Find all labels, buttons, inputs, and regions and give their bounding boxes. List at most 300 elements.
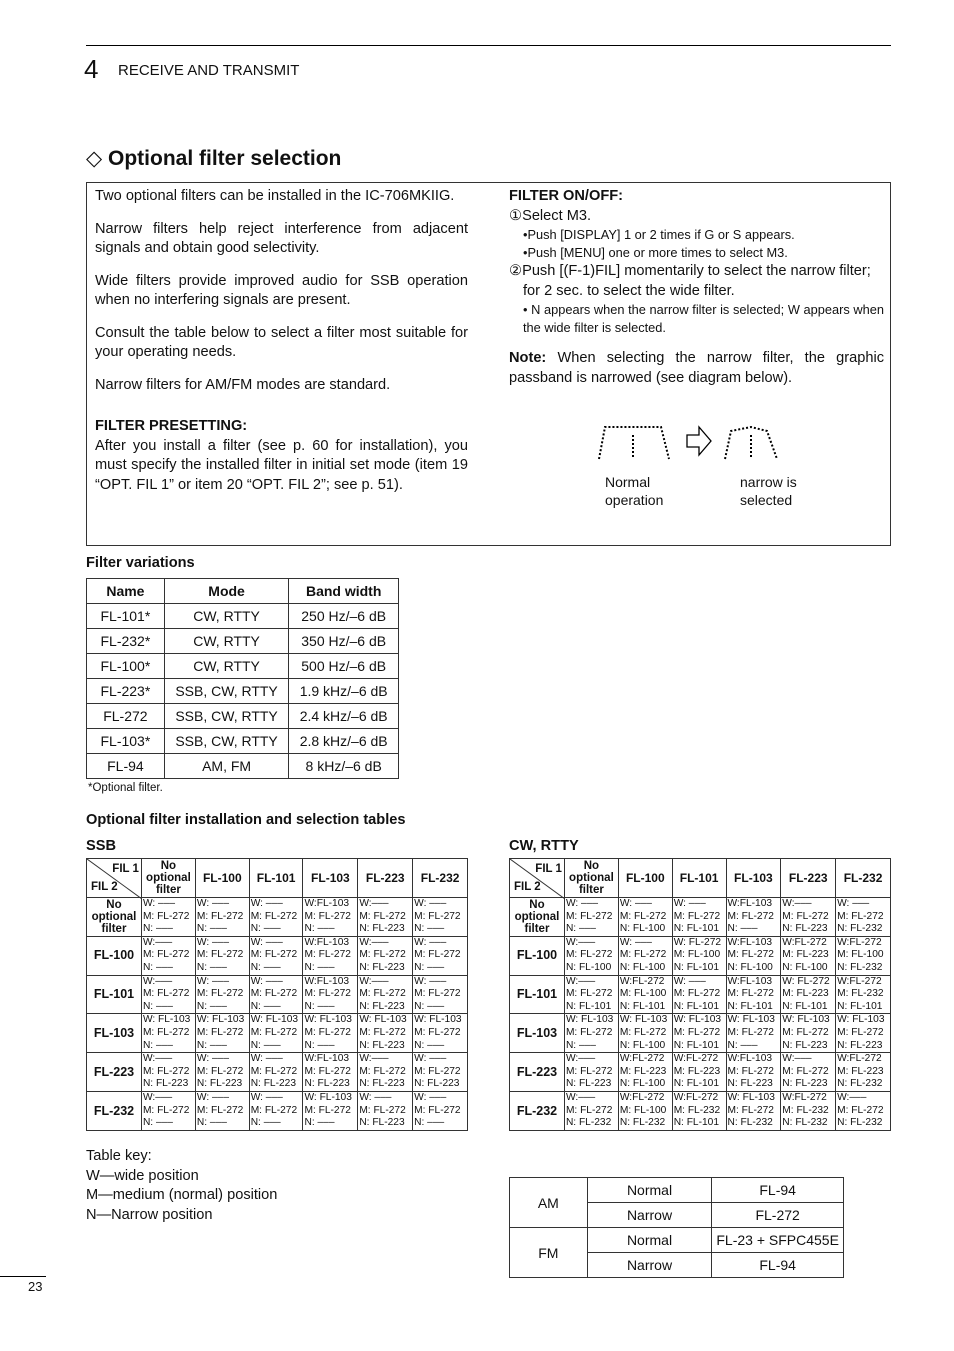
row-header: No optional filter bbox=[510, 898, 565, 937]
table-cell bbox=[141, 898, 195, 937]
cell-line: N: ––– bbox=[142, 1117, 173, 1129]
corner-cell bbox=[87, 859, 142, 898]
cell-line: M: FL-272 bbox=[304, 1104, 351, 1116]
col-header: FL-103 bbox=[726, 859, 781, 898]
cell-line: W: ––– bbox=[250, 1091, 283, 1103]
step-1: ①Select M3. bbox=[509, 207, 592, 224]
row-header: FL-232 bbox=[87, 1091, 142, 1130]
table-row bbox=[510, 1014, 891, 1053]
cell-line: N: FL-223 bbox=[359, 961, 405, 973]
table-cell bbox=[141, 975, 195, 1014]
cell-line: W: ––– bbox=[196, 898, 229, 909]
cell-line: M: FL-232 bbox=[837, 988, 884, 1000]
right-column bbox=[509, 187, 884, 508]
table-row bbox=[510, 1178, 844, 1203]
cell-line: W: FL-272 bbox=[673, 936, 722, 948]
table-cell bbox=[249, 898, 303, 937]
cell-line: N: ––– bbox=[727, 1039, 758, 1051]
step-1-bullet: •Push [MENU] one or more times to select M3. bbox=[523, 245, 788, 260]
cell-line: N: FL-100 bbox=[619, 961, 666, 973]
table-header-row bbox=[510, 859, 891, 898]
cell-line: W:––– bbox=[565, 1053, 596, 1065]
cell-line: N: ––– bbox=[196, 1039, 227, 1051]
cell-line: M: FL-272 bbox=[250, 1065, 298, 1077]
cell-line: M: FL-272 bbox=[304, 1065, 351, 1077]
col-header: Mode bbox=[164, 579, 289, 604]
table-cell bbox=[726, 1091, 781, 1130]
cell-line: W: ––– bbox=[250, 1053, 283, 1065]
table-row bbox=[510, 936, 891, 975]
cell-line: M: FL-272 bbox=[250, 1104, 298, 1116]
cell-line: W:––– bbox=[359, 1053, 389, 1065]
table-cell bbox=[141, 1091, 195, 1130]
cell-line: M: FL-100 bbox=[837, 949, 884, 961]
cell-line: M: FL-272 bbox=[727, 1065, 774, 1077]
row-header: FL-100 bbox=[510, 936, 565, 975]
cell-line: N: FL-223 bbox=[304, 1078, 350, 1090]
cell-line: N: FL-223 bbox=[359, 1117, 405, 1129]
cell-line: M: FL-223 bbox=[673, 1065, 721, 1077]
col-header: Band width bbox=[289, 579, 399, 604]
cell-line: W: ––– bbox=[414, 1091, 447, 1103]
corner-top: FIL 1 bbox=[112, 863, 139, 875]
cell-line: W: FL-103 bbox=[727, 1091, 775, 1103]
table-cell bbox=[618, 898, 672, 937]
table-cell bbox=[836, 1053, 891, 1092]
cell: FL-94 bbox=[712, 1178, 844, 1203]
cell-line: M: FL-272 bbox=[565, 910, 613, 922]
table-cell bbox=[672, 975, 726, 1014]
cell-line: W: ––– bbox=[250, 975, 283, 987]
table-row bbox=[87, 898, 468, 937]
col-header: FL-223 bbox=[358, 859, 413, 898]
mode-cell: AM bbox=[510, 1178, 588, 1228]
cell-line: W:FL-103 bbox=[727, 975, 773, 987]
cell-line: M: FL-272 bbox=[727, 949, 774, 961]
cell-line: M: FL-272 bbox=[250, 949, 298, 961]
cell-line: N: ––– bbox=[414, 1117, 445, 1129]
cell-line: N: ––– bbox=[414, 923, 445, 935]
table-row bbox=[87, 654, 399, 679]
cell-line: M: FL-272 bbox=[565, 1104, 613, 1116]
row-header: FL-103 bbox=[87, 1014, 142, 1053]
cell-line: M: FL-272 bbox=[565, 1026, 613, 1038]
table-cell bbox=[726, 1014, 781, 1053]
table-cell bbox=[618, 1014, 672, 1053]
cell-line: N: FL-101 bbox=[727, 1000, 773, 1012]
cell-line: N: ––– bbox=[142, 1000, 173, 1012]
table-row bbox=[87, 975, 468, 1014]
cell-line: N: ––– bbox=[414, 961, 445, 973]
content-box bbox=[86, 182, 891, 546]
cell-line: N: FL-223 bbox=[782, 1039, 828, 1051]
table-row bbox=[510, 1091, 891, 1130]
cell-line: M: FL-272 bbox=[359, 1026, 406, 1038]
cell-line: N: FL-223 bbox=[142, 1078, 189, 1090]
cell-line: W:FL-272 bbox=[619, 1053, 665, 1065]
cell-line: W: FL-103 bbox=[673, 1014, 722, 1026]
cell-line: M: FL-272 bbox=[414, 949, 461, 961]
cell-line: W: FL-103 bbox=[727, 1014, 775, 1026]
cell-line: W:––– bbox=[565, 936, 596, 948]
cell-line: N: FL-100 bbox=[727, 961, 773, 973]
cell-line: W: ––– bbox=[619, 898, 652, 909]
cell-line: N: FL-223 bbox=[250, 1078, 296, 1090]
row-header: FL-223 bbox=[510, 1053, 565, 1092]
col-header: FL-232 bbox=[836, 859, 891, 898]
mode-cell: FM bbox=[510, 1228, 588, 1278]
cell-line: W:––– bbox=[359, 898, 389, 909]
cell-line: W:FL-103 bbox=[727, 1053, 773, 1065]
cell-line: M: FL-272 bbox=[565, 1065, 613, 1077]
presetting-text: After you install a filter (see p. 60 for installation), you must specify the installed filter in initial set mode (item 19 “OPT. FIL 1” or item 20 “OPT. FIL 2”; see p. 51). bbox=[95, 437, 468, 493]
cell-line: W: FL-103 bbox=[304, 1014, 352, 1026]
cell-line: M: FL-272 bbox=[727, 1104, 774, 1116]
tables-title: Optional filter installation and selection tables bbox=[86, 812, 406, 828]
cell-line: M: FL-272 bbox=[142, 1104, 190, 1116]
cell-line: M: FL-272 bbox=[414, 1104, 461, 1116]
cell-line: M: FL-272 bbox=[782, 1026, 829, 1038]
cell-line: W: ––– bbox=[837, 898, 870, 909]
cell-line: W: ––– bbox=[565, 898, 599, 909]
cell-line: N: ––– bbox=[304, 923, 335, 935]
cell: CW, RTTY bbox=[164, 604, 289, 629]
cell-line: N: FL-223 bbox=[196, 1078, 243, 1090]
cell-line: W:FL-103 bbox=[727, 898, 773, 909]
cell-line: N: FL-101 bbox=[673, 1078, 719, 1090]
cell: FL-103* bbox=[87, 729, 165, 754]
cell-line: N: ––– bbox=[250, 1117, 281, 1129]
cell-line: N: FL-232 bbox=[619, 1117, 666, 1129]
cell-line: M: FL-272 bbox=[837, 1104, 884, 1116]
table-cell bbox=[195, 898, 249, 937]
table-row bbox=[87, 604, 399, 629]
cell-line: M: FL-272 bbox=[304, 1026, 351, 1038]
cell-line: M: FL-272 bbox=[359, 1065, 406, 1077]
am-fm-table bbox=[509, 1177, 844, 1278]
row-header: FL-100 bbox=[87, 936, 142, 975]
table-cell bbox=[836, 1014, 891, 1053]
table-cell bbox=[564, 975, 618, 1014]
cell: CW, RTTY bbox=[164, 654, 289, 679]
cell-line: W: ––– bbox=[673, 975, 706, 987]
cell: FL-272 bbox=[712, 1203, 844, 1228]
cell: FL-223* bbox=[87, 679, 165, 704]
cell-line: W: ––– bbox=[196, 1091, 229, 1103]
ssb-label: SSB bbox=[86, 838, 117, 854]
cell: FL-23 + SFPC455E bbox=[712, 1228, 844, 1253]
col-header: FL-223 bbox=[781, 859, 836, 898]
table-cell bbox=[781, 936, 836, 975]
table-key-m: M—medium (normal) position bbox=[86, 1187, 278, 1203]
table-cell bbox=[303, 975, 358, 1014]
table-cell bbox=[781, 1014, 836, 1053]
cell-line: N: FL-223 bbox=[359, 1000, 405, 1012]
cell-line: W:FL-103 bbox=[304, 936, 350, 948]
cell-line: W:––– bbox=[142, 975, 173, 987]
diamond-icon: ◇ bbox=[86, 147, 103, 170]
cell-line: M: FL-272 bbox=[727, 1026, 774, 1038]
table-cell bbox=[358, 1091, 413, 1130]
cell-line: N: ––– bbox=[414, 1000, 445, 1012]
table-cell bbox=[249, 936, 303, 975]
narrow-passband-icon bbox=[725, 427, 777, 459]
table-cell bbox=[249, 975, 303, 1014]
row-header: FL-103 bbox=[510, 1014, 565, 1053]
cell-line: M: FL-232 bbox=[673, 1104, 721, 1116]
cell-line: N: ––– bbox=[142, 923, 173, 935]
intro-para: Wide filters provide improved audio for SSB operation when no interfering signals are present. bbox=[95, 272, 468, 308]
cell-line: N: FL-223 bbox=[565, 1078, 612, 1090]
cell-line: N: FL-101 bbox=[673, 1039, 719, 1051]
col-header: FL-101 bbox=[672, 859, 726, 898]
cell: FL-272 bbox=[87, 704, 165, 729]
table-cell bbox=[781, 975, 836, 1014]
table-cell bbox=[303, 1053, 358, 1092]
table-row bbox=[87, 629, 399, 654]
corner-bottom: FIL 2 bbox=[91, 881, 118, 894]
cell-line: W:––– bbox=[782, 898, 812, 909]
onoff-title: FILTER ON/OFF: bbox=[509, 188, 624, 204]
cell-line: W: ––– bbox=[142, 898, 176, 909]
cell-line: M: FL-272 bbox=[304, 949, 351, 961]
table-cell bbox=[564, 936, 618, 975]
cell-line: M: FL-272 bbox=[142, 1065, 190, 1077]
cell: CW, RTTY bbox=[164, 629, 289, 654]
cell-line: W: FL-103 bbox=[414, 1014, 462, 1026]
left-column bbox=[95, 187, 468, 495]
cell-line: M: FL-272 bbox=[304, 910, 351, 922]
cell-line: M: FL-223 bbox=[782, 949, 829, 961]
cell-line: N: FL-223 bbox=[782, 1078, 828, 1090]
table-cell bbox=[249, 1014, 303, 1053]
table-cell bbox=[413, 1053, 468, 1092]
cell-line: N: FL-101 bbox=[782, 1000, 828, 1012]
cell: Narrow bbox=[587, 1253, 712, 1278]
table-cell bbox=[303, 898, 358, 937]
intro-para: Narrow filters for AM/FM modes are standard. bbox=[95, 376, 391, 393]
row-header: No optional filter bbox=[87, 898, 142, 937]
cell: 350 Hz/–6 dB bbox=[289, 629, 399, 654]
table-header-row bbox=[87, 859, 468, 898]
table-cell bbox=[141, 1014, 195, 1053]
table-row bbox=[87, 936, 468, 975]
row-header: FL-101 bbox=[87, 975, 142, 1014]
table-cell bbox=[781, 898, 836, 937]
cell: 8 kHz/–6 dB bbox=[289, 754, 399, 779]
table-row bbox=[87, 1014, 468, 1053]
cell-line: W:––– bbox=[565, 1091, 596, 1103]
cell-line: N: FL-100 bbox=[619, 923, 666, 935]
cell-line: M: FL-272 bbox=[359, 910, 406, 922]
cell-line: W:FL-272 bbox=[782, 1091, 827, 1103]
cell-line: N: FL-223 bbox=[359, 923, 405, 935]
cell-line: M: FL-272 bbox=[414, 988, 461, 1000]
table-header-row bbox=[87, 579, 399, 604]
cell-line: W:FL-103 bbox=[304, 898, 350, 909]
table-row bbox=[87, 1053, 468, 1092]
cell-line: W:FL-103 bbox=[727, 936, 773, 948]
cell: 250 Hz/–6 dB bbox=[289, 604, 399, 629]
cell-line: N: FL-232 bbox=[837, 961, 883, 973]
cell: 500 Hz/–6 dB bbox=[289, 654, 399, 679]
col-header: No optional filter bbox=[564, 859, 618, 898]
cell: 2.8 kHz/–6 dB bbox=[289, 729, 399, 754]
note-text: When selecting the narrow filter, the graphic passband is narrowed (see diagram below). bbox=[509, 350, 884, 386]
cell-line: M: FL-272 bbox=[414, 910, 461, 922]
cell-line: N: ––– bbox=[196, 1000, 227, 1012]
intro-para: Narrow filters help reject interference from adjacent signals and obtain good selectivity. bbox=[95, 220, 468, 256]
note-label: Note: bbox=[509, 350, 547, 366]
cell-line: W:FL-272 bbox=[837, 975, 882, 987]
cell-line: N: FL-100 bbox=[565, 961, 612, 973]
cell-line: N: ––– bbox=[304, 1117, 335, 1129]
table-cell bbox=[672, 1014, 726, 1053]
table-cell bbox=[726, 936, 781, 975]
table-cell bbox=[413, 936, 468, 975]
cell-line: W: ––– bbox=[414, 1053, 447, 1065]
cell-line: W: FL-103 bbox=[250, 1014, 299, 1026]
table-cell bbox=[618, 1053, 672, 1092]
cell-line: M: FL-272 bbox=[196, 1026, 244, 1038]
cell: SSB, CW, RTTY bbox=[164, 679, 289, 704]
table-cell bbox=[618, 1091, 672, 1130]
table-cell bbox=[358, 975, 413, 1014]
corner-bottom: FIL 2 bbox=[514, 881, 541, 894]
cell-line: M: FL-272 bbox=[673, 1026, 721, 1038]
cell-line: M: FL-272 bbox=[619, 910, 667, 922]
table-cell bbox=[564, 1091, 618, 1130]
table-cell bbox=[564, 1014, 618, 1053]
table-row bbox=[510, 1228, 844, 1253]
cell-line: M: FL-272 bbox=[196, 1104, 244, 1116]
cell-line: N: ––– bbox=[565, 923, 596, 935]
cell-line: W: ––– bbox=[250, 898, 283, 909]
row-header: FL-232 bbox=[510, 1091, 565, 1130]
cell-line: W: ––– bbox=[673, 898, 706, 909]
table-cell bbox=[564, 1053, 618, 1092]
table-cell bbox=[726, 898, 781, 937]
cell-line: W:––– bbox=[782, 1053, 812, 1065]
cell-line: W:FL-103 bbox=[304, 975, 350, 987]
cell-line: W:FL-272 bbox=[619, 975, 665, 987]
table-cell bbox=[413, 898, 468, 937]
cell-line: M: FL-223 bbox=[619, 1065, 667, 1077]
table-row bbox=[87, 679, 399, 704]
cell-line: W:––– bbox=[359, 936, 389, 948]
cell: Narrow bbox=[587, 1203, 712, 1228]
cell-line: N: ––– bbox=[304, 1039, 335, 1051]
cell-line: M: FL-272 bbox=[142, 1026, 190, 1038]
cell: FL-101* bbox=[87, 604, 165, 629]
cell-line: M: FL-223 bbox=[837, 1065, 884, 1077]
table-cell bbox=[781, 1053, 836, 1092]
cell-line: W: FL-272 bbox=[782, 975, 830, 987]
step-2-bullet: • N appears when the narrow filter is selected; W appears when the wide filter is selected. bbox=[523, 302, 884, 335]
cell-line: N: ––– bbox=[250, 1000, 281, 1012]
cell-line: M: FL-272 bbox=[727, 988, 774, 1000]
table-cell bbox=[303, 1014, 358, 1053]
table-cell bbox=[672, 1053, 726, 1092]
cell-line: W: ––– bbox=[414, 975, 447, 987]
cw-table bbox=[509, 858, 891, 1131]
chapter-number: 4 bbox=[84, 54, 99, 84]
cell-line: W:––– bbox=[359, 975, 389, 987]
table-cell bbox=[413, 1014, 468, 1053]
table-row bbox=[510, 898, 891, 937]
cell-line: M: FL-272 bbox=[782, 1065, 829, 1077]
cell-line: M: FL-272 bbox=[565, 988, 613, 1000]
table-cell bbox=[358, 898, 413, 937]
cell-line: N: FL-232 bbox=[565, 1117, 612, 1129]
cell: Normal bbox=[587, 1178, 712, 1203]
col-header: FL-100 bbox=[195, 859, 249, 898]
section-title bbox=[86, 146, 341, 171]
table-cell bbox=[195, 1053, 249, 1092]
top-rule bbox=[86, 45, 891, 46]
cell-line: N: FL-223 bbox=[359, 1039, 405, 1051]
cell-line: W: FL-103 bbox=[837, 1014, 885, 1026]
cell-line: W: ––– bbox=[196, 936, 229, 948]
cell-line: W:––– bbox=[142, 1053, 173, 1065]
row-header: FL-101 bbox=[510, 975, 565, 1014]
cell-line: M: FL-272 bbox=[359, 949, 406, 961]
cell-line: N: FL-232 bbox=[837, 1117, 883, 1129]
cell-line: N: FL-223 bbox=[414, 1078, 460, 1090]
cell-line: W: FL-103 bbox=[619, 1014, 668, 1026]
cell-line: N: FL-223 bbox=[782, 923, 828, 935]
cell-line: N: ––– bbox=[727, 923, 758, 935]
cell-line: M: FL-272 bbox=[142, 949, 190, 961]
cell-line: M: FL-272 bbox=[250, 910, 298, 922]
col-header: FL-103 bbox=[303, 859, 358, 898]
section-title-text: Optional filter selection bbox=[108, 147, 342, 170]
table-cell bbox=[672, 898, 726, 937]
table-cell bbox=[249, 1091, 303, 1130]
cell-line: W: ––– bbox=[414, 936, 447, 948]
corner-top: FIL 1 bbox=[535, 863, 562, 875]
page-number: 23 bbox=[28, 1279, 43, 1294]
table-cell bbox=[195, 1091, 249, 1130]
cell-line: M: FL-272 bbox=[673, 910, 721, 922]
table-cell bbox=[358, 936, 413, 975]
cell-line: W: FL-103 bbox=[359, 1014, 407, 1026]
table-cell bbox=[618, 975, 672, 1014]
cell: SSB, CW, RTTY bbox=[164, 704, 289, 729]
cell-line: M: FL-272 bbox=[727, 910, 774, 922]
cell-line: M: FL-100 bbox=[673, 949, 721, 961]
cell-line: W: FL-103 bbox=[565, 1014, 614, 1026]
cell-line: M: FL-272 bbox=[619, 1026, 667, 1038]
table-row bbox=[510, 1053, 891, 1092]
cell-line: W:FL-272 bbox=[673, 1091, 719, 1103]
presetting-title: FILTER PRESETTING: bbox=[95, 418, 248, 434]
cell: 1.9 kHz/–6 dB bbox=[289, 679, 399, 704]
cell-line: M: FL-272 bbox=[142, 910, 190, 922]
cell: FL-100* bbox=[87, 654, 165, 679]
cell-line: M: FL-272 bbox=[142, 988, 190, 1000]
cell-line: W: FL-103 bbox=[196, 1014, 245, 1026]
table-cell bbox=[358, 1014, 413, 1053]
page-number-rule bbox=[0, 1276, 46, 1277]
cell-line: M: FL-272 bbox=[196, 949, 244, 961]
cell-line: W: ––– bbox=[619, 936, 652, 948]
variations-footnote: *Optional filter. bbox=[88, 782, 163, 794]
cell-line: N: ––– bbox=[250, 923, 281, 935]
cell: FL-94 bbox=[712, 1253, 844, 1278]
corner-cell bbox=[510, 859, 565, 898]
table-row bbox=[87, 1091, 468, 1130]
